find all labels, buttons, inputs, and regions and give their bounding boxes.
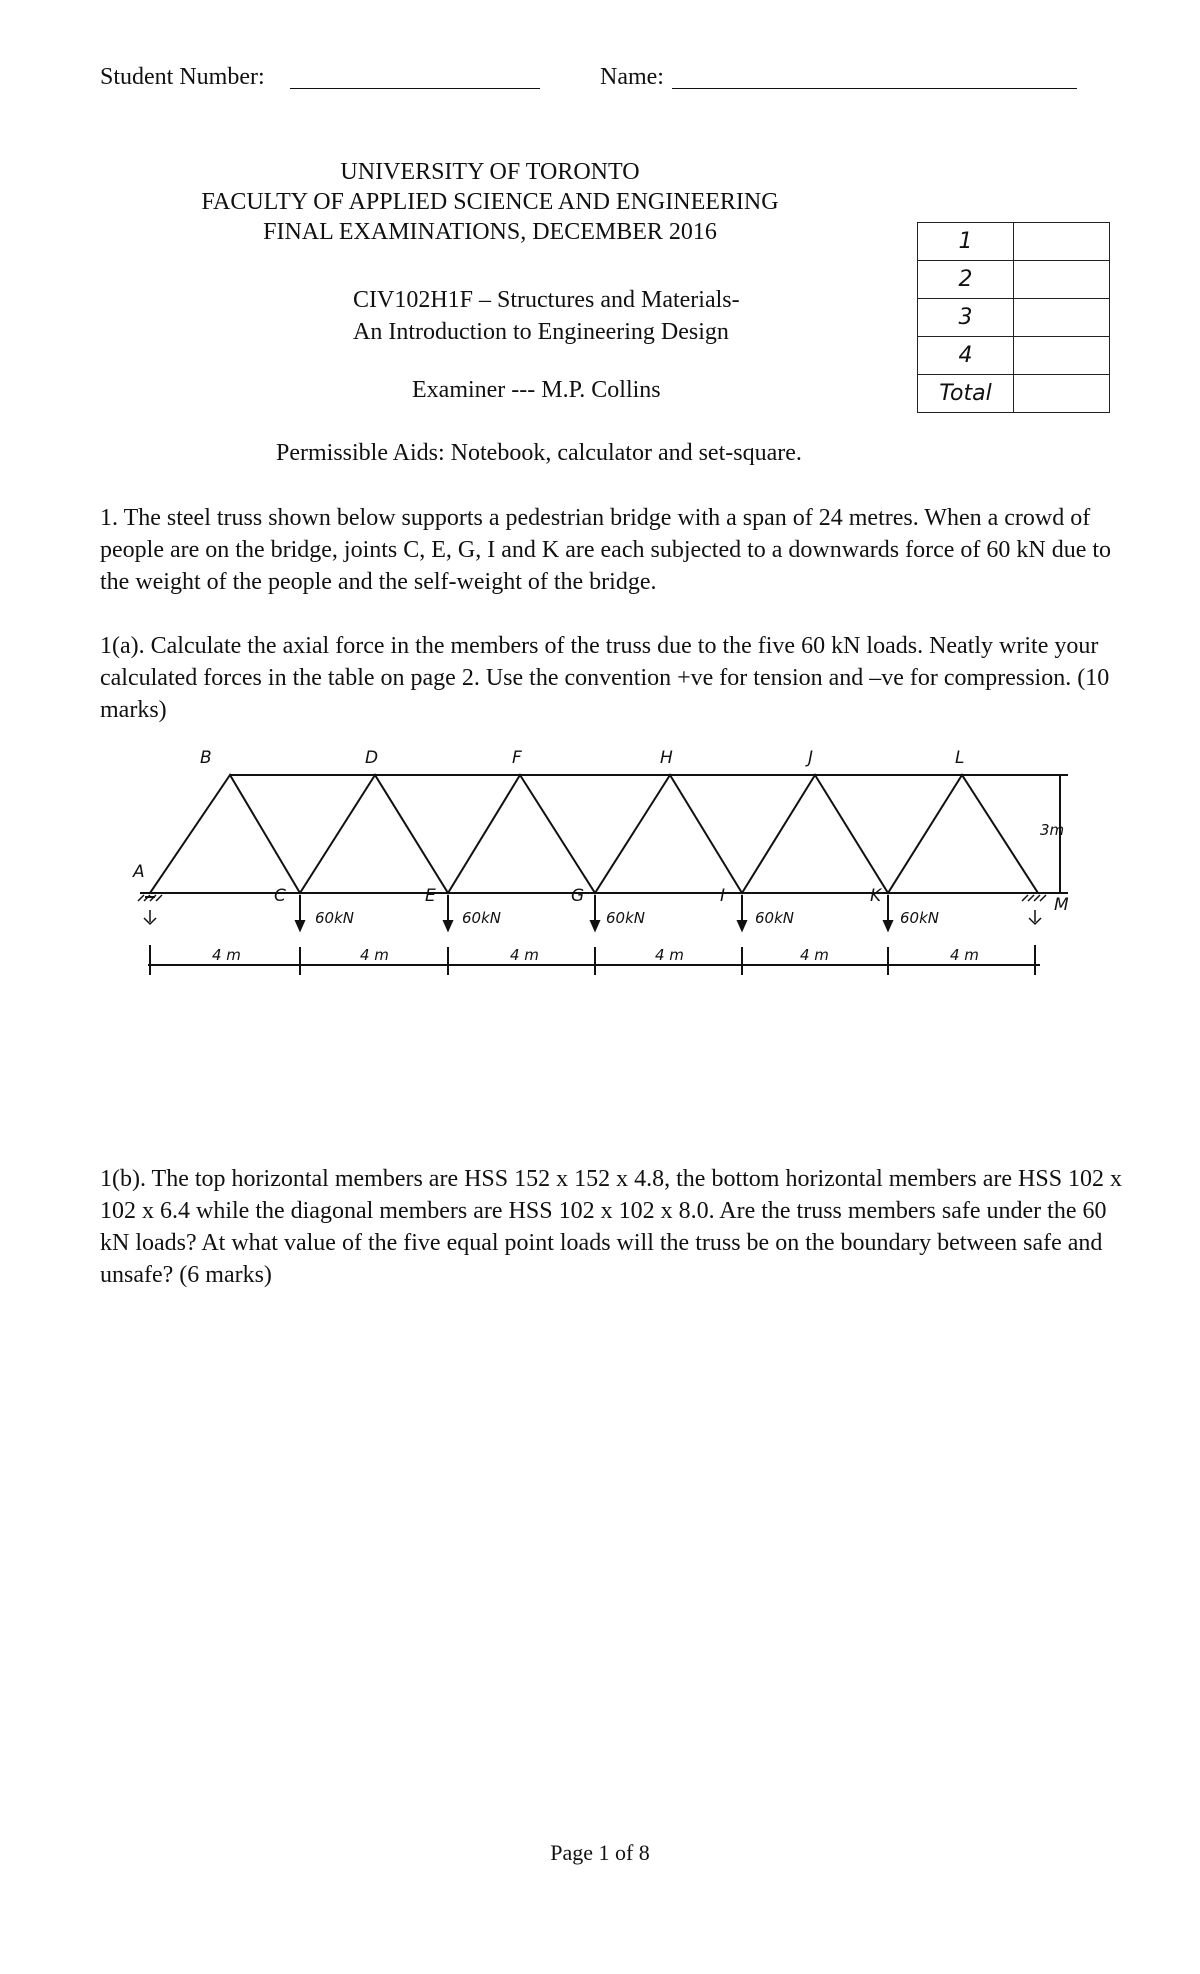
span-label: 4 m bbox=[655, 946, 684, 964]
student-number-field[interactable] bbox=[290, 88, 540, 89]
name-field[interactable] bbox=[672, 88, 1077, 89]
session-title: FINAL EXAMINATIONS, DECEMBER 2016 bbox=[263, 219, 717, 245]
marks-row-score[interactable] bbox=[1014, 261, 1110, 299]
joint-label: A bbox=[133, 862, 145, 882]
span-label: 4 m bbox=[212, 946, 241, 964]
page-number: Page 1 of 8 bbox=[550, 1840, 650, 1865]
joint-label: I bbox=[720, 886, 726, 906]
question-1b: 1(b). The top horizontal members are HSS 152 x 152 x 4.8, the bottom horizontal members are HSS 102 x 102 x 6.4 while the diagonal members are HSS 102 x 102 x 8.0. Are the truss members safe under the 60 kN loads? At what value of the five equal point loads will the truss be on the boundary between safe and unsafe? (6 marks) bbox=[100, 1166, 1123, 1288]
marks-row-score[interactable] bbox=[1014, 299, 1110, 337]
marks-row bbox=[918, 375, 1110, 413]
arrow-down-icon bbox=[591, 921, 599, 930]
marks-row-label: 3 bbox=[918, 299, 1014, 337]
joint-label: K bbox=[870, 886, 882, 906]
arrow-down-icon bbox=[738, 921, 746, 930]
truss-diagram bbox=[0, 735, 1200, 1005]
joint-label: L bbox=[955, 748, 965, 768]
marks-row bbox=[918, 337, 1110, 375]
permissible-aids: Permissible Aids: Notebook, calculator and set-square. bbox=[276, 440, 802, 466]
marks-row-score[interactable] bbox=[1014, 375, 1110, 413]
marks-table bbox=[917, 222, 1110, 413]
question-1a: 1(a). Calculate the axial force in the members of the truss due to the five 60 kN loads. Neatly write your calculated forces in the table on page 2. Use the convention +ve for tension and –ve for compression. (10 marks) bbox=[100, 633, 1110, 723]
load-arrows bbox=[296, 895, 892, 930]
arrow-down-icon bbox=[884, 921, 892, 930]
joint-label: D bbox=[365, 748, 379, 768]
height-label: 3m bbox=[1040, 821, 1065, 839]
faculty-title: FACULTY OF APPLIED SCIENCE AND ENGINEERING bbox=[201, 189, 779, 215]
joint-label: C bbox=[274, 886, 286, 906]
marks-row bbox=[918, 261, 1110, 299]
joint-label: F bbox=[512, 748, 522, 768]
span-label: 4 m bbox=[360, 946, 389, 964]
span-label: 4 m bbox=[510, 946, 539, 964]
joint-label: M bbox=[1054, 895, 1069, 915]
arrow-down-icon bbox=[444, 921, 452, 930]
joint-label: E bbox=[425, 886, 436, 906]
marks-row bbox=[918, 299, 1110, 337]
joint-label: H bbox=[660, 748, 673, 768]
marks-row-label: 4 bbox=[918, 337, 1014, 375]
marks-row-label: 2 bbox=[918, 261, 1014, 299]
course-title bbox=[353, 284, 740, 348]
student-number-label: Student Number: bbox=[100, 64, 265, 90]
exam-heading bbox=[140, 157, 840, 247]
load-label: 60kN bbox=[462, 909, 501, 927]
joint-label: J bbox=[808, 748, 814, 768]
marks-row-label: Total bbox=[918, 375, 1014, 413]
course-line-2: An Introduction to Engineering Design bbox=[353, 319, 729, 345]
examiner: Examiner --- M.P. Collins bbox=[412, 377, 661, 403]
arrow-down-icon bbox=[296, 921, 304, 930]
course-line-1: CIV102H1F – Structures and Materials- bbox=[353, 287, 740, 313]
joint-label: B bbox=[200, 748, 212, 768]
question-1-intro: 1. The steel truss shown below supports a pedestrian bridge with a span of 24 metres. When a crowd of people are on the bridge, joints C, E, G, I and K are each subjected to a downwards force of 60 kN due to the weight of the people and the self-weight of the bridge. bbox=[100, 505, 1112, 595]
joint-label: G bbox=[571, 886, 585, 906]
load-label: 60kN bbox=[900, 909, 939, 927]
marks-row bbox=[918, 223, 1110, 261]
load-label: 60kN bbox=[315, 909, 354, 927]
name-label: Name: bbox=[600, 64, 664, 90]
university-title: UNIVERSITY OF TORONTO bbox=[340, 159, 640, 185]
marks-row-score[interactable] bbox=[1014, 337, 1110, 375]
span-label: 4 m bbox=[950, 946, 979, 964]
load-label: 60kN bbox=[755, 909, 794, 927]
span-label: 4 m bbox=[800, 946, 829, 964]
marks-row-score[interactable] bbox=[1014, 223, 1110, 261]
marks-row-label: 1 bbox=[918, 223, 1014, 261]
load-label: 60kN bbox=[606, 909, 645, 927]
